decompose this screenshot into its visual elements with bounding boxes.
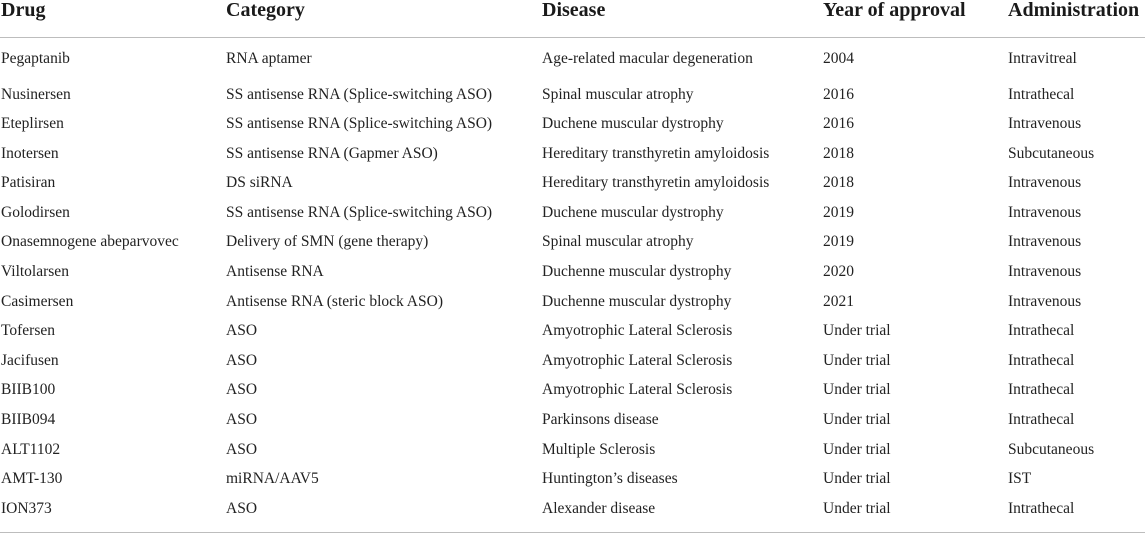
cell-disease: Parkinsons disease [542,411,659,429]
cell-administration: Subcutaneous [1008,144,1095,162]
header-administration [1007,0,1145,38]
cell-year: 2020 [823,263,854,281]
cell-drug: Jacifusen [1,351,59,369]
table-bottom-rule [0,532,1145,533]
cell-disease: Hereditary transthyretin amyloidosis [542,174,770,192]
cell-administration: Intrathecal [1008,411,1075,429]
cell-administration: Intravenous [1008,203,1082,221]
cell-drug: ION373 [1,499,52,517]
cell-disease: Duchene muscular dystrophy [542,115,724,133]
cell-drug: Viltolarsen [1,263,69,281]
table-row [0,287,1145,317]
table-body [0,38,1145,524]
cell-administration: Subcutaneous [1008,440,1095,458]
cell-category: SS antisense RNA (Splice-switching ASO) [226,85,493,103]
cell-year: 2016 [823,85,854,103]
cell-administration: Intravenous [1008,174,1082,192]
cell-category: ASO [226,351,258,369]
cell-drug: Patisiran [1,174,56,192]
cell-administration: IST [1008,470,1032,488]
cell-year: Under trial [823,411,891,429]
table-row [0,38,1145,80]
table-row [0,346,1145,376]
cell-category: Delivery of SMN (gene therapy) [226,233,429,251]
table-row [0,494,1145,524]
cell-drug: Golodirsen [1,203,70,221]
table-row [0,405,1145,435]
cell-year: 2019 [823,233,854,251]
cell-category: Antisense RNA (steric block ASO) [226,292,443,310]
cell-disease: Amyotrophic Lateral Sclerosis [542,351,733,369]
table-row [0,257,1145,287]
cell-administration: Intrathecal [1008,499,1075,517]
cell-disease: Amyotrophic Lateral Sclerosis [542,322,733,340]
header-drug-label: Drug [1,0,46,21]
header-disease-label: Disease [542,0,606,21]
table-row [0,168,1145,198]
cell-category: Antisense RNA [226,263,324,281]
cell-category: RNA aptamer [226,50,312,67]
cell-drug: Onasemnogene abeparvovec [1,233,179,251]
cell-disease: Spinal muscular atrophy [542,85,694,103]
cell-year: 2004 [823,50,854,67]
header-category-label: Category [226,0,305,21]
cell-category: ASO [226,411,258,429]
cell-year: 2018 [823,174,854,192]
cell-disease: Huntington’s diseases [542,470,678,488]
cell-year: Under trial [823,499,891,517]
header-year [822,0,1007,38]
cell-category: ASO [226,440,258,458]
cell-administration: Intrathecal [1008,322,1075,340]
table-row [0,80,1145,110]
table-row [0,227,1145,257]
cell-disease: Hereditary transthyretin amyloidosis [542,144,770,162]
cell-category: SS antisense RNA (Gapmer ASO) [226,144,438,162]
header-row [0,0,1145,38]
table-row [0,109,1145,139]
cell-administration: Intrathecal [1008,381,1075,399]
cell-category: ASO [226,499,258,517]
table-row [0,464,1145,494]
cell-administration: Intravenous [1008,115,1082,133]
cell-drug: BIIB094 [1,411,56,429]
cell-category: DS siRNA [226,174,293,192]
cell-category: ASO [226,381,258,399]
cell-administration: Intravenous [1008,233,1082,251]
cell-drug: AMT-130 [1,470,63,488]
header-drug [0,0,225,38]
cell-drug: ALT1102 [1,440,61,458]
header-administration-label: Administration [1008,0,1140,21]
cell-disease: Spinal muscular atrophy [542,233,694,251]
cell-disease: Multiple Sclerosis [542,440,656,458]
cell-drug: Eteplirsen [1,115,64,133]
table-row [0,198,1145,228]
cell-drug: Inotersen [1,144,59,162]
cell-drug: Nusinersen [1,85,71,103]
cell-year: 2018 [823,144,854,162]
cell-disease: Duchenne muscular dystrophy [542,292,732,310]
table-row [0,435,1145,465]
cell-disease: Age-related macular degeneration [542,50,753,67]
header-category [225,0,541,38]
table-header [0,0,1145,38]
cell-year: Under trial [823,322,891,340]
cell-year: 2021 [823,292,854,310]
header-year-label: Year of approval [823,0,966,21]
cell-disease: Duchenne muscular dystrophy [542,263,732,281]
cell-drug: Tofersen [1,322,56,340]
cell-year: 2019 [823,203,854,221]
cell-disease: Alexander disease [542,499,656,517]
cell-year: 2016 [823,115,854,133]
cell-drug: BIIB100 [1,381,56,399]
cell-year: Under trial [823,470,891,488]
table-row [0,316,1145,346]
cell-disease: Amyotrophic Lateral Sclerosis [542,381,733,399]
cell-category: SS antisense RNA (Splice-switching ASO) [226,203,493,221]
cell-disease: Duchene muscular dystrophy [542,203,724,221]
cell-year: Under trial [823,381,891,399]
cell-administration: Intrathecal [1008,351,1075,369]
cell-year: Under trial [823,440,891,458]
cell-category: ASO [226,322,258,340]
cell-administration: Intravitreal [1008,50,1077,67]
cell-administration: Intravenous [1008,292,1082,310]
cell-drug: Casimersen [1,292,74,310]
table-row [0,139,1145,169]
cell-drug: Pegaptanib [1,50,70,67]
cell-category: miRNA/AAV5 [226,470,319,488]
cell-administration: Intrathecal [1008,85,1075,103]
cell-year: Under trial [823,351,891,369]
header-disease [541,0,822,38]
cell-category: SS antisense RNA (Splice-switching ASO) [226,115,493,133]
cell-administration: Intravenous [1008,263,1082,281]
table-row [0,375,1145,405]
